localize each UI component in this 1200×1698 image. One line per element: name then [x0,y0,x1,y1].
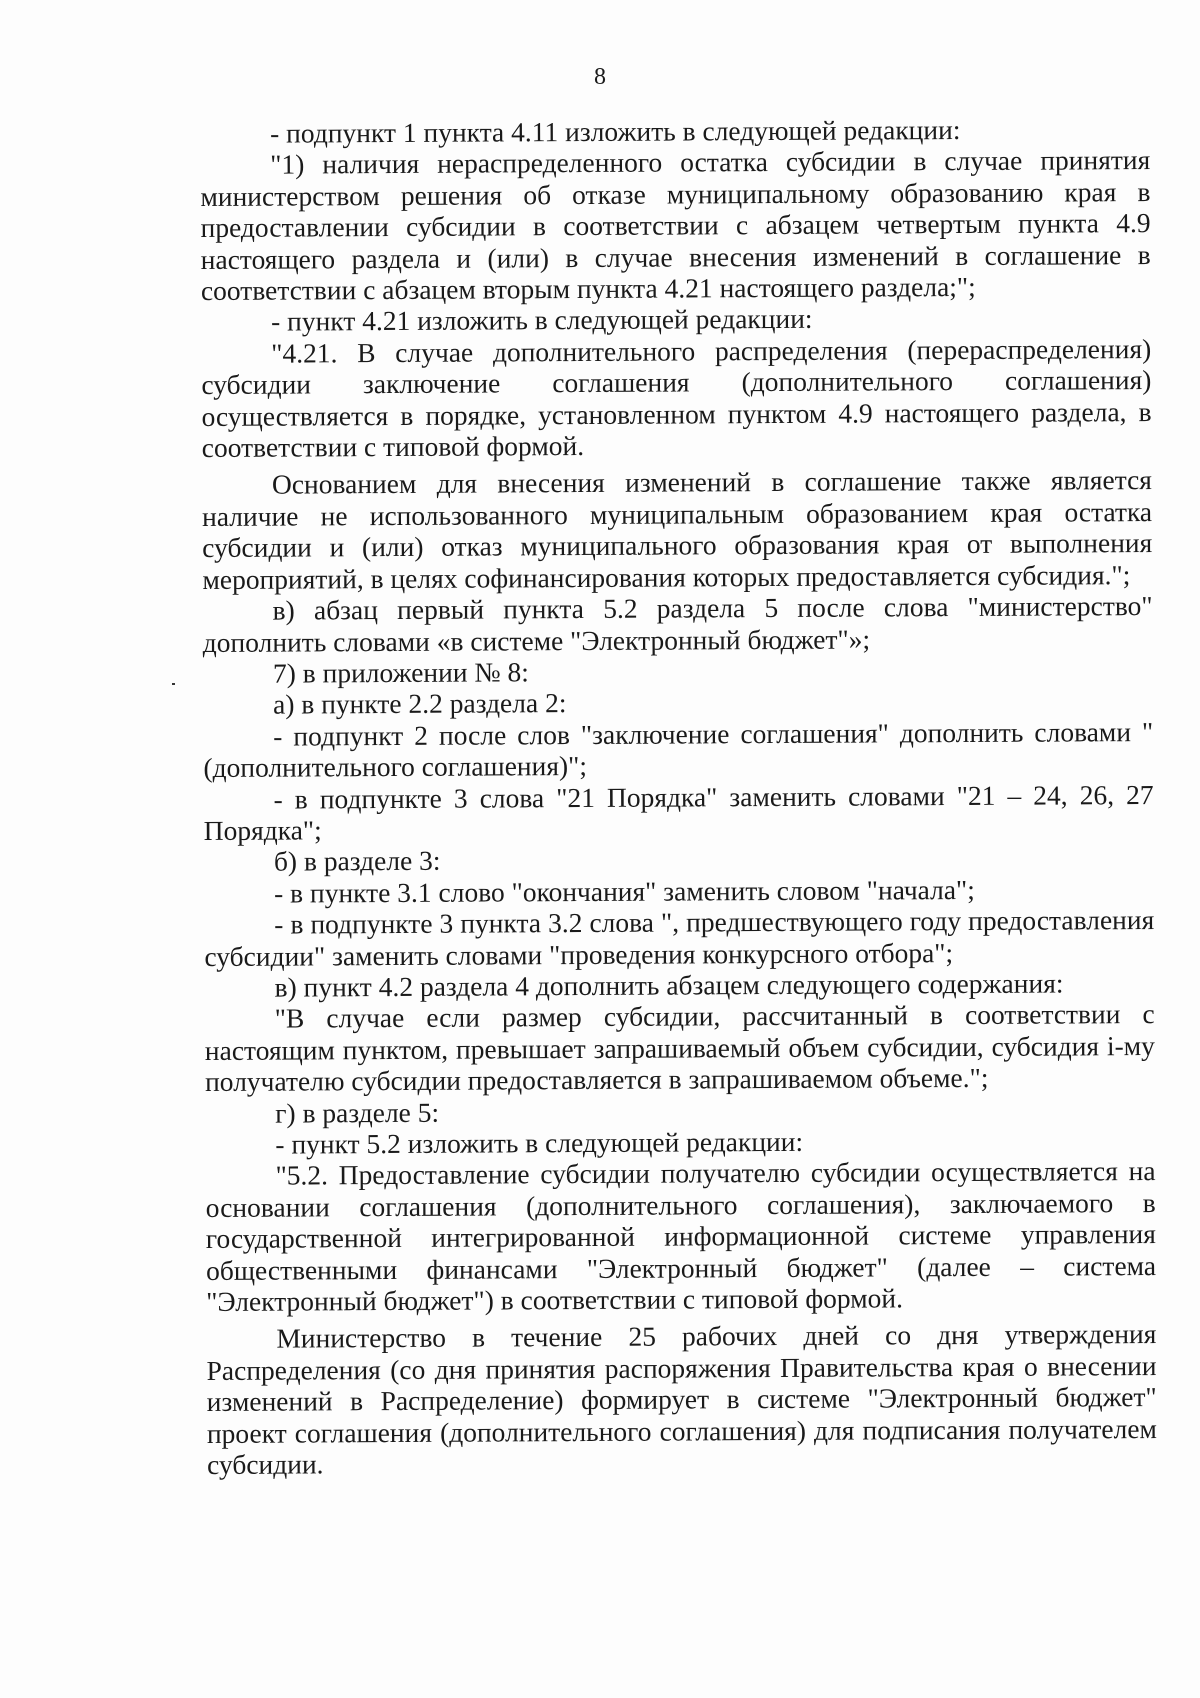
paragraph: - подпункт 2 после слов "заключение соглашения" дополнить словами "(дополнительного соглашения)"; [203,715,1154,784]
paragraph: "4.21. В случае дополнительного распределения (перераспределения) субсидии заключение соглашения (дополнительного соглашения) осуществляется в порядке, установленном пунктом 4.9 настоящего раздела, в соответствии с типовой формой. [201,332,1152,464]
paragraph: - в подпункте 3 слова "21 Порядка" заменить словами "21 – 24, 26, 27 Порядка"; [203,778,1154,846]
paragraph: - в подпункте 3 пункта 3.2 слова ", предшествующего году предоставления субсидии" заменить словами "проведения конкурсного отбора"; [204,904,1155,972]
paragraph: - в пункте 3.1 слово "окончания" заменить словом "начала"; [273,873,975,909]
paragraph: а) в пункте 2.2 раздела 2: [272,687,567,720]
paragraph: в) абзац первый пункта 5.2 раздела 5 после слова "министерство" дополнить словами «в системе "Электронный бюджет"»; [202,590,1153,658]
paragraph: 7) в приложении № 8: [272,656,529,689]
page-number: 8 [594,64,606,90]
paragraph: "В случае если размер субсидии, рассчитанный в соответствии с настоящим пунктом, превышает запрашиваемый объем субсидии, субсидия i-му получателю субсидии предоставляется в запрашиваемом объеме."; [204,998,1155,1098]
margin-mark [172,683,175,685]
paragraph: Министерство в течение 25 рабочих дней со дня утверждения Распределения (со дня принятия распоряжения Правительства края о внесении изменений в Распределение) формирует в системе "Электронный бюджет" проект соглашения (дополнительного соглашения) для подписания получателем субсидии. [206,1318,1157,1481]
paragraph: - пункт 4.21 изложить в следующей редакции: [270,303,813,338]
paragraph: "1) наличия нераспределенного остатка субсидии в случае принятия министерством решения об отказе муниципальному образованию края в предоставлении субсидии в соответствии с абзацем четвертым пункта 4.9 настоящего раздела и (или) в случае внесения изменений в соглашение в соответствии с абзацем вторым пункта 4.21 настоящего раздела;"; [200,144,1151,307]
paragraph: - подпункт 1 пункта 4.11 изложить в следующей редакции: [269,114,961,149]
paragraph: в) пункт 4.2 раздела 4 дополнить абзацем следующего содержания: [274,967,1064,1003]
paragraph: г) в разделе 5: [275,1096,440,1129]
paragraph: б) в разделе 3: [273,845,441,877]
paragraph: Основанием для внесения изменений в соглашение также является наличие не использованного муниципальным образованием края остатка субсидии и (или) отказ муниципального образования края от выполнения мероприятий, в целях софинансирования которых предоставляется субсидия."; [202,464,1153,595]
document-body [200,113,1157,1480]
paragraph: - пункт 5.2 изложить в следующей редакции: [275,1125,804,1160]
paragraph: "5.2. Предоставление субсидии получателю субсидии осуществляется на основании соглашения (дополнительного соглашения), заключаемого в государственной интегрированной информационной системе управления общественными финансами "Электронный бюджет" (далее – система "Электронный бюджет") в соответствии с типовой формой. [205,1155,1157,1318]
